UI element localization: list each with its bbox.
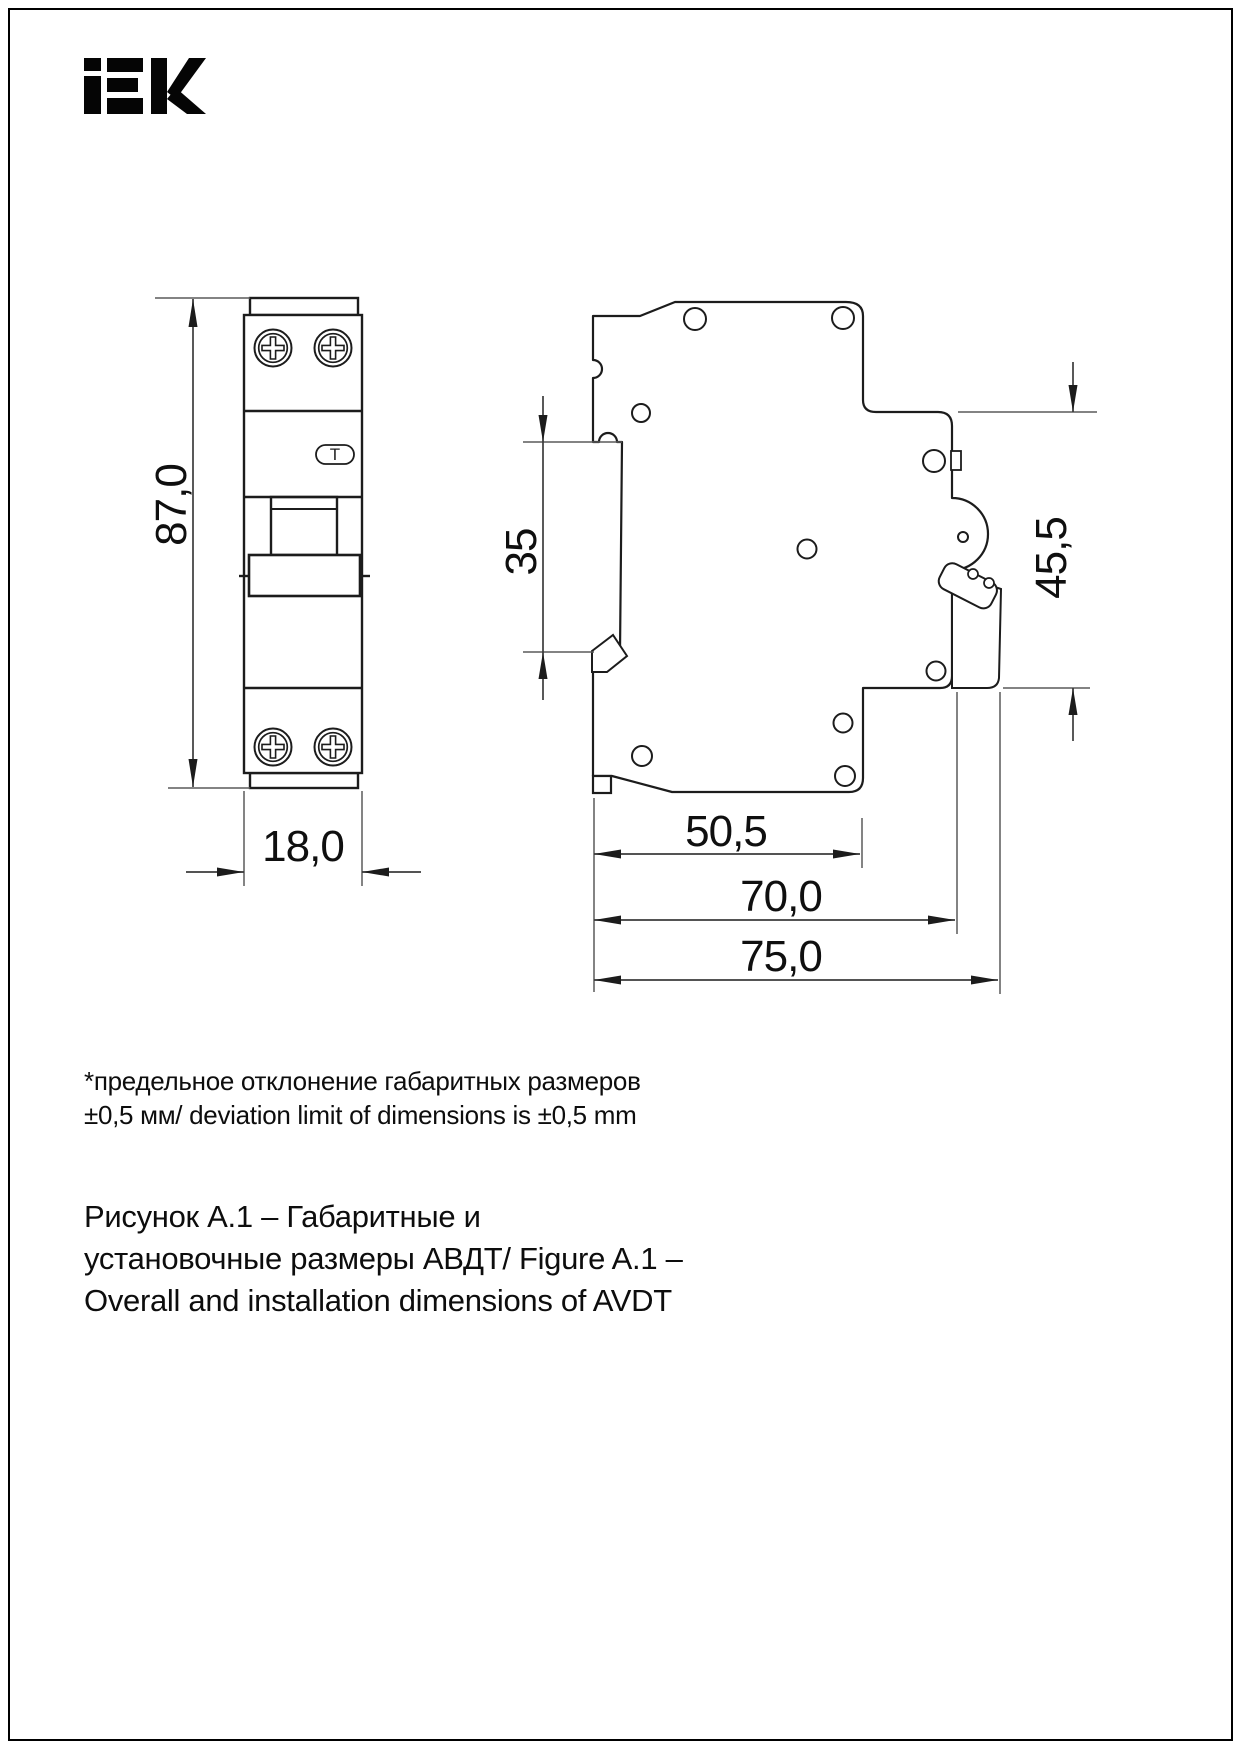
logo-e-bar [107,58,143,72]
screw-icon [315,729,352,766]
logo-i-stem [84,76,101,114]
logo-e-bar [107,98,143,114]
hole [798,540,817,559]
test-button-label: Т [329,445,341,464]
front-view [239,298,370,788]
caption-line: Рисунок А.1 – Габаритные и [84,1199,481,1234]
front-body [244,315,362,773]
latch-hole [984,578,994,588]
latch-hole [968,569,978,579]
tolerance-footnote [84,1064,641,1132]
hole [832,307,854,329]
hole [632,746,652,766]
hole [927,662,946,681]
footnote-line: ±0,5 мм/ deviation limit of dimensions is ±0,5 mm [84,1100,637,1130]
dim-35-label: 35 [497,528,546,576]
dim-50-label: 50,5 [685,807,767,856]
dim-87 [147,298,250,788]
logo-i-dot [84,58,101,71]
footnote-line: *предельное отклонение габаритных размеров [84,1066,641,1096]
dim-45-label: 45,5 [1027,517,1076,599]
logo-k-arm [167,88,206,114]
side-profile [593,302,988,792]
toggle-handle [249,555,360,596]
figure-caption [84,1196,683,1322]
dim-70-label: 70,0 [740,872,822,921]
dim-18-label: 18,0 [262,822,344,871]
hole [684,308,706,330]
caption-line: установочные размеры АВДТ/ Figure A.1 – [84,1241,683,1276]
iek-logo [84,58,206,114]
front-top-tab [250,298,358,315]
screw-icon [315,330,352,367]
hole [632,404,650,422]
logo-k-stem [151,58,167,114]
dim-18 [186,791,421,886]
clip-window [951,451,961,470]
side-foot-square [593,776,611,793]
hole [923,450,945,472]
front-bottom-tab [250,773,358,788]
caption-line: Overall and installation dimensions of AVDT [84,1283,672,1318]
dim-87-label: 87,0 [147,464,196,546]
hole [834,714,853,733]
screw-icon [255,729,292,766]
screw-icon [255,330,292,367]
hole [958,532,968,542]
side-view [592,302,1001,793]
logo-e-bar [107,78,138,92]
hole [835,766,855,786]
dim-75-label: 75,0 [740,932,822,981]
